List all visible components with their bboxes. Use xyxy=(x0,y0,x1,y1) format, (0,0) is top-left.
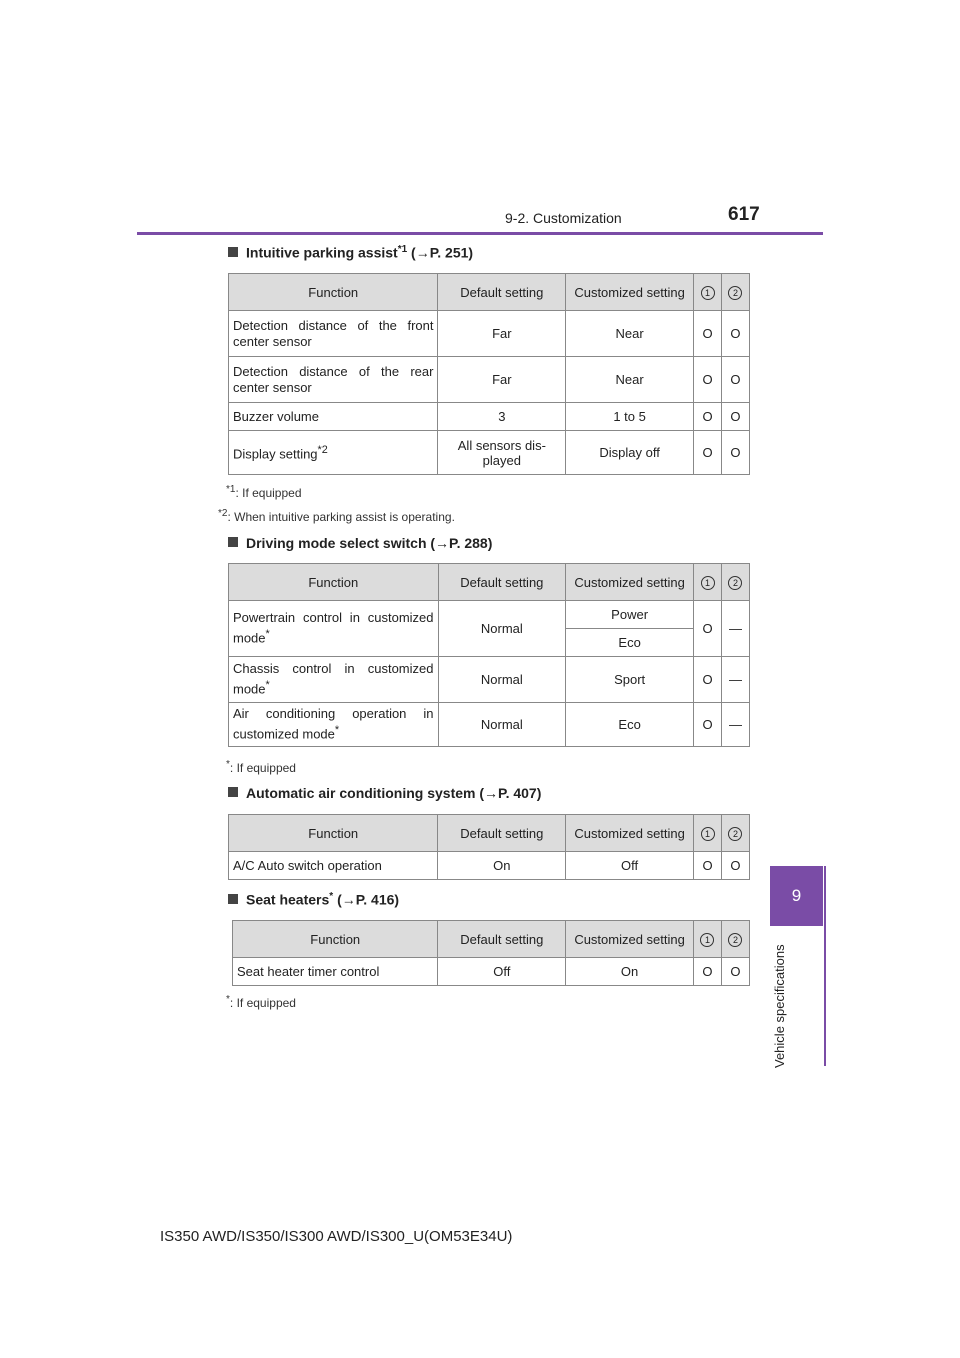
col-default: Default setting xyxy=(438,274,566,311)
col-custom: Customized setting xyxy=(566,564,694,601)
circle-2-icon: 2 xyxy=(728,933,742,947)
square-bullet-icon xyxy=(228,787,238,797)
chapter-label: Vehicle specifications xyxy=(772,944,787,1068)
cell-default: Normal xyxy=(438,601,566,657)
cell-function: Powertrain control in customized mode* xyxy=(229,601,439,657)
table-row xyxy=(229,657,750,703)
cell-function: Seat heater timer control xyxy=(233,958,438,986)
cell-default: Off xyxy=(438,958,566,986)
cell-mark-1: O xyxy=(694,703,722,747)
side-rule xyxy=(824,866,826,1066)
chapter-tab: 9 xyxy=(770,866,823,926)
heading-driving-mode-select: Driving mode select switch (→P. 288) xyxy=(228,535,492,551)
table-header-row xyxy=(233,921,750,958)
cell-custom: Sport xyxy=(566,657,694,703)
cell-custom: Off xyxy=(566,852,694,880)
col-default: Default setting xyxy=(438,921,566,958)
footnote-1: $^{*1}$: If equipped xyxy=(226,484,302,500)
cell-mark-1: O xyxy=(694,852,722,880)
table-row xyxy=(233,958,750,986)
footnote-2: $^{*2}$: When intuitive parking assist is operating. xyxy=(218,508,455,524)
cell-custom: Near xyxy=(566,311,694,357)
cell-mark-2: O xyxy=(721,852,749,880)
square-bullet-icon xyxy=(228,537,238,547)
table-row xyxy=(229,403,750,431)
col-2 xyxy=(721,921,749,958)
cell-mark-1: O xyxy=(694,958,722,986)
circle-1-icon: 1 xyxy=(701,286,715,300)
cell-custom: 1 to 5 xyxy=(566,403,694,431)
cell-mark-2: O xyxy=(721,403,749,431)
table-header-row xyxy=(229,564,750,601)
col-1 xyxy=(694,921,722,958)
cell-mark-2: — xyxy=(721,601,749,657)
header-rule xyxy=(137,232,823,235)
cell-mark-1: O xyxy=(694,601,722,657)
col-function: Function xyxy=(229,274,438,311)
cell-function: Air conditioning operation in customized mode* xyxy=(229,703,439,747)
cell-custom: Display off xyxy=(566,431,694,475)
col-2 xyxy=(721,815,749,852)
col-default: Default setting xyxy=(438,815,566,852)
page-number: 617 xyxy=(728,204,760,225)
table-row xyxy=(229,431,750,475)
cell-default: On xyxy=(438,852,566,880)
col-function: Function xyxy=(229,564,439,601)
col-2 xyxy=(721,274,749,311)
cell-default: Far xyxy=(438,311,566,357)
col-1 xyxy=(694,274,722,311)
table-row xyxy=(229,703,750,747)
table-row xyxy=(229,357,750,403)
square-bullet-icon xyxy=(228,247,238,257)
cell-default: 3 xyxy=(438,403,566,431)
col-function: Function xyxy=(233,921,438,958)
circle-1-icon: 1 xyxy=(700,933,714,947)
cell-default: All sensors dis- played xyxy=(438,431,566,475)
col-default: Default setting xyxy=(438,564,566,601)
cell-mark-2: O xyxy=(721,311,749,357)
cell-function: Display setting$^{*2}$ xyxy=(229,431,438,475)
footnote-seat: *: If equipped xyxy=(226,994,296,1010)
heading-seat-heaters: Seat heaters* (→P. 416) xyxy=(228,891,399,908)
cell-custom: Power xyxy=(566,601,694,629)
cell-mark-1: O xyxy=(694,357,722,403)
cell-custom: Near xyxy=(566,357,694,403)
col-2 xyxy=(721,564,749,601)
table-seat-heaters xyxy=(232,920,750,986)
table-header-row xyxy=(229,274,750,311)
cell-mark-1: O xyxy=(694,311,722,357)
col-1 xyxy=(694,815,722,852)
square-bullet-icon xyxy=(228,894,238,904)
cell-function: A/C Auto switch operation xyxy=(229,852,438,880)
cell-mark-1: O xyxy=(694,431,722,475)
footnote-dms: *: If equipped xyxy=(226,759,296,775)
cell-mark-1: O xyxy=(694,403,722,431)
table-driving-mode-select xyxy=(228,563,750,747)
table-automatic-ac xyxy=(228,814,750,880)
cell-mark-2: O xyxy=(721,431,749,475)
cell-default: Normal xyxy=(438,703,566,747)
cell-function: Detection distance of the rear center sensor xyxy=(229,357,438,403)
footer-model: IS350 AWD/IS350/IS300 AWD/IS300_U(OM53E34U) xyxy=(160,1228,513,1245)
cell-mark-2: O xyxy=(721,357,749,403)
cell-custom: Eco xyxy=(566,703,694,747)
circle-1-icon: 1 xyxy=(701,827,715,841)
cell-function: Buzzer volume xyxy=(229,403,438,431)
cell-custom: Eco xyxy=(566,629,694,657)
table-row xyxy=(229,852,750,880)
col-custom: Customized setting xyxy=(566,274,694,311)
circle-2-icon: 2 xyxy=(728,827,742,841)
cell-custom: On xyxy=(566,958,694,986)
heading-intuitive-parking-assist: Intuitive parking assist$^{*1}$ (→P. 251) xyxy=(228,244,473,261)
table-row xyxy=(229,601,750,629)
table-header-row xyxy=(229,815,750,852)
col-function: Function xyxy=(229,815,438,852)
cell-mark-1: O xyxy=(694,657,722,703)
cell-mark-2: O xyxy=(721,958,749,986)
cell-function: Chassis control in customized mode* xyxy=(229,657,439,703)
circle-2-icon: 2 xyxy=(728,576,742,590)
table-row xyxy=(229,311,750,357)
table-intuitive-parking-assist xyxy=(228,273,750,475)
col-custom: Customized setting xyxy=(566,921,694,958)
cell-mark-2: — xyxy=(721,703,749,747)
cell-mark-2: — xyxy=(721,657,749,703)
section-title: 9-2. Customization xyxy=(505,210,622,226)
cell-function: Detection distance of the front center sensor xyxy=(229,311,438,357)
col-custom: Customized setting xyxy=(566,815,694,852)
circle-1-icon: 1 xyxy=(701,576,715,590)
cell-default: Normal xyxy=(438,657,566,703)
heading-automatic-ac: Automatic air conditioning system (→P. 407) xyxy=(228,785,541,801)
circle-2-icon: 2 xyxy=(728,286,742,300)
col-1 xyxy=(694,564,722,601)
cell-default: Far xyxy=(438,357,566,403)
